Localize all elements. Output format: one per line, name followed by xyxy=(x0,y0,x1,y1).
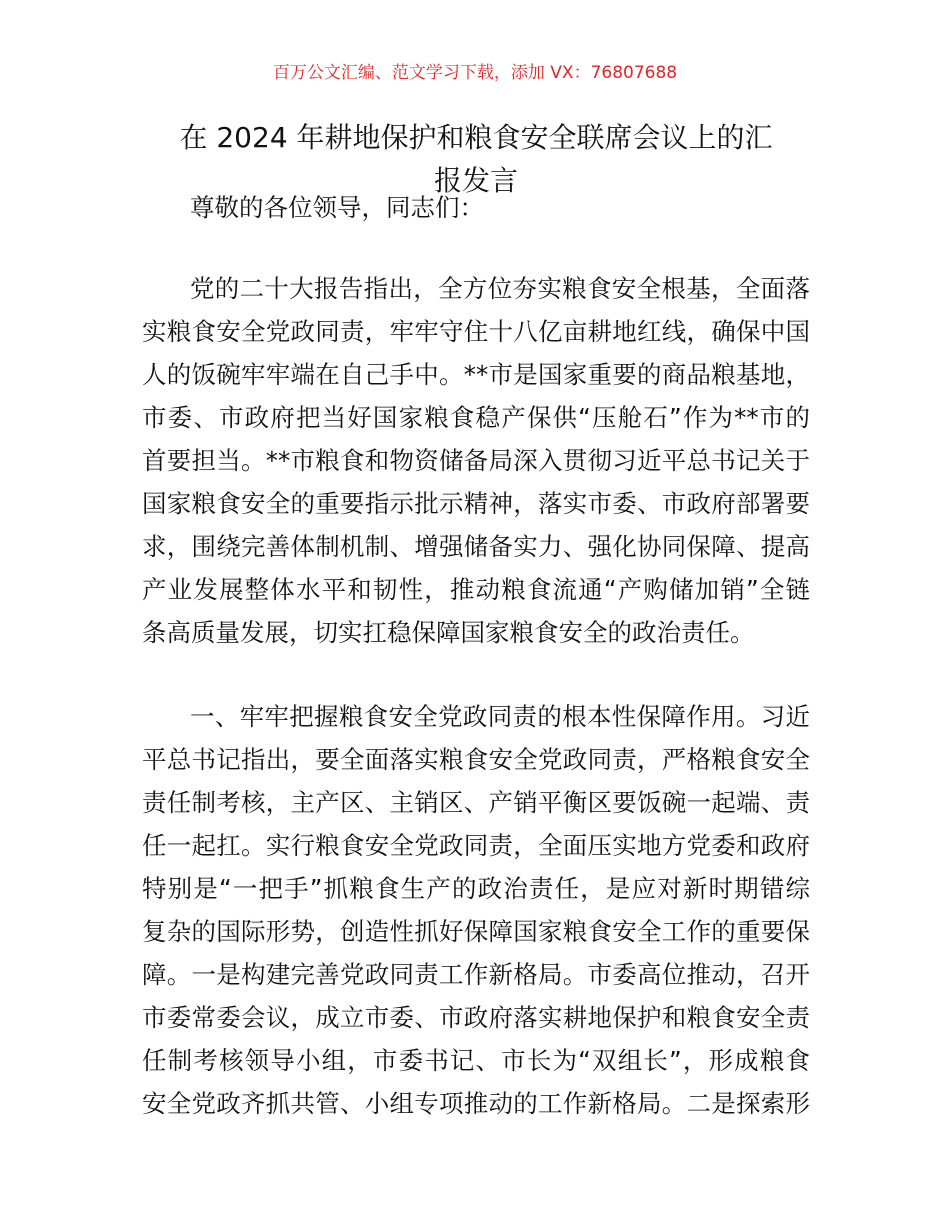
paragraph-2-line: 任制考核领导小组，市委书记、市长为“双组长”，形成粮食 xyxy=(142,1046,810,1075)
paragraph-1-line: 党的二十大报告指出，全方位夯实粮食安全根基，全面落 xyxy=(190,274,810,303)
paragraph-2-line: 平总书记指出，要全面落实粮食安全党政同责，严格粮食安全 xyxy=(142,745,810,774)
paragraph-2-line: 一、牢牢把握粮食安全党政同责的根本性保障作用。习近 xyxy=(190,702,810,731)
paragraph-2-line: 责任制考核，主产区、主销区、产销平衡区要饭碗一起端、责 xyxy=(142,788,810,817)
document-title-line-2: 报发言 xyxy=(433,164,518,197)
paragraph-1-line: 国家粮食安全的重要指示批示精神，落实市委、市政府部署要 xyxy=(142,489,810,518)
paragraph-2-line: 障。一是构建完善党政同责工作新格局。市委高位推动，召开 xyxy=(142,960,810,989)
paragraph-1-line: 市委、市政府把当好国家粮食稳产保供“压舱石”作为**市的 xyxy=(142,403,810,432)
paragraph-1-line: 产业发展整体水平和韧性，推动粮食流通“产购储加销”全链 xyxy=(142,575,810,604)
paragraph-1-line: 条高质量发展，切实扛稳保障国家粮食安全的政治责任。 xyxy=(142,618,755,647)
paragraph-1-line: 人的饭碗牢牢端在自己手中。**市是国家重要的商品粮基地， xyxy=(142,360,810,389)
paragraph-2-line: 市委常委会议，成立市委、市政府落实耕地保护和粮食安全责 xyxy=(142,1003,810,1032)
paragraph-1-line: 求，围绕完善体制机制、增强储备实力、强化协同保障、提高 xyxy=(142,532,810,561)
header-banner: 百万公文汇编、范文学习下载，添加 VX：76807688 xyxy=(272,63,678,83)
paragraph-2-line: 复杂的国际形势，创造性抓好保障国家粮食安全工作的重要保 xyxy=(142,917,810,946)
paragraph-2-line: 特别是“一把手”抓粮食生产的政治责任，是应对新时期错综 xyxy=(142,874,810,903)
paragraph-2-line: 安全党政齐抓共管、小组专项推动的工作新格局。二是探索形 xyxy=(142,1089,810,1118)
greeting: 尊敬的各位领导，同志们： xyxy=(190,193,484,222)
document-title-line-1: 在 2024 年耕地保护和粮食安全联席会议上的汇 xyxy=(179,121,773,154)
paragraph-1-line: 实粮食安全党政同责，牢牢守住十八亿亩耕地红线，确保中国 xyxy=(142,317,810,346)
paragraph-1-line: 首要担当。**市粮食和物资储备局深入贯彻习近平总书记关于 xyxy=(142,446,810,475)
paragraph-2-line: 任一起扛。实行粮食安全党政同责，全面压实地方党委和政府 xyxy=(142,831,810,860)
